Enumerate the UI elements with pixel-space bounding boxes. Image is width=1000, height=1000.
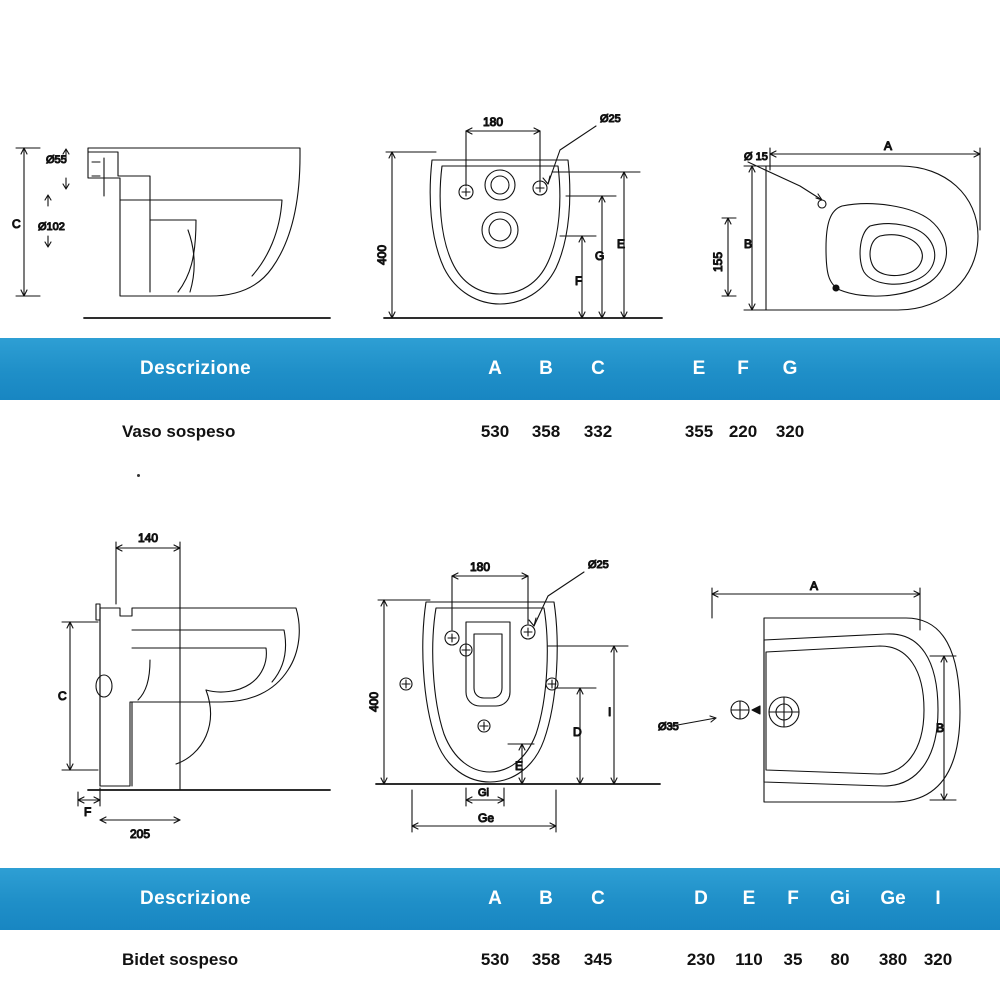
label-wc-155: 155	[711, 251, 725, 273]
column-header-b: B	[539, 888, 553, 909]
label-bidet-b: B	[936, 721, 945, 735]
column-header-spacer	[624, 888, 676, 910]
column-header-gi: Gi	[829, 888, 851, 909]
column-header-c: C	[591, 358, 605, 379]
label-bidet-e: E	[515, 759, 524, 773]
label-bidet-205: 205	[129, 827, 151, 841]
label-wc-g: G	[595, 249, 605, 263]
column-header-a: A	[488, 358, 502, 379]
label-bidet-i: I	[608, 705, 612, 719]
label-wc-d25: Ø25	[600, 113, 621, 125]
value-c: 332	[583, 422, 613, 441]
value-spacer	[624, 422, 676, 442]
label-bidet-d25: Ø25	[588, 559, 609, 571]
column-header-f: F	[737, 358, 749, 379]
value-a: 530	[480, 422, 510, 441]
spec-header-bar-wc	[0, 338, 1000, 400]
stray-mark	[137, 474, 140, 477]
spec-row-name-bidet: Bidet sospeso	[122, 950, 239, 969]
spec-header-bar-bidet	[0, 868, 1000, 930]
bidet-top-view	[672, 588, 960, 804]
spec-header-description-wc: Descrizione	[140, 358, 252, 379]
column-header-f: F	[787, 888, 799, 909]
column-header-spacer	[624, 358, 676, 380]
value-g: 320	[775, 422, 805, 441]
label-bidet-400: 400	[367, 691, 381, 713]
label-wc-400: 400	[375, 244, 389, 266]
label-bidet-c: C	[58, 689, 67, 703]
label-bidet-140: 140	[137, 531, 159, 545]
label-wc-f: F	[575, 274, 583, 288]
spec-row-bidet	[0, 940, 1000, 980]
label-bidet-d: D	[573, 725, 582, 739]
column-header-d: D	[694, 888, 708, 909]
label-bidet-d35: Ø35	[658, 721, 679, 733]
value-b: 358	[531, 950, 561, 969]
value-a: 530	[480, 950, 510, 969]
spec-header-columns-bidet	[470, 888, 956, 910]
label-wc-c: C	[12, 217, 21, 231]
spec-row-values-wc	[470, 422, 816, 442]
spec-header-description-bidet: Descrizione	[140, 888, 252, 909]
label-bidet-gi: Gi	[478, 787, 489, 799]
column-header-g: G	[782, 358, 798, 379]
value-e: 110	[735, 950, 763, 969]
label-bidet-180: 180	[469, 560, 491, 574]
label-bidet-ge: Ge	[478, 811, 495, 825]
label-wc-b: B	[744, 237, 753, 251]
label-bidet-a: A	[810, 579, 819, 593]
column-header-b: B	[539, 358, 553, 379]
column-header-ge: Ge	[880, 888, 906, 909]
column-header-i: I	[935, 888, 941, 909]
value-e: 355	[684, 422, 714, 441]
value-spacer	[624, 950, 676, 970]
column-header-e: E	[692, 358, 706, 379]
wc-top-view	[722, 148, 980, 310]
label-wc-e: E	[617, 237, 626, 251]
value-f: 220	[728, 422, 758, 441]
label-wc-d15: Ø 15	[744, 151, 768, 163]
label-wc-d55: Ø55	[46, 154, 67, 166]
value-ge: 380	[878, 950, 908, 969]
bidet-side-view	[62, 542, 330, 823]
label-wc-a: A	[884, 139, 893, 153]
column-header-a: A	[488, 888, 502, 909]
value-gi: 80	[830, 950, 850, 969]
wc-front-view	[384, 126, 662, 318]
spec-row-wc	[0, 412, 1000, 452]
label-bidet-f: F	[84, 805, 92, 819]
column-header-e: E	[742, 888, 756, 909]
value-c: 345	[583, 950, 613, 969]
spec-row-values-bidet	[470, 950, 956, 970]
value-i: 320	[923, 950, 953, 969]
value-b: 358	[531, 422, 561, 441]
value-d: 230	[686, 950, 716, 969]
wc-side-view	[16, 148, 330, 318]
label-wc-d102: Ø102	[38, 221, 65, 233]
spec-row-name-wc: Vaso sospeso	[122, 422, 236, 441]
value-f: 35	[783, 950, 803, 969]
label-wc-180: 180	[482, 115, 504, 129]
bidet-front-view	[376, 572, 660, 832]
spec-header-columns-wc	[470, 358, 816, 380]
column-header-c: C	[591, 888, 605, 909]
